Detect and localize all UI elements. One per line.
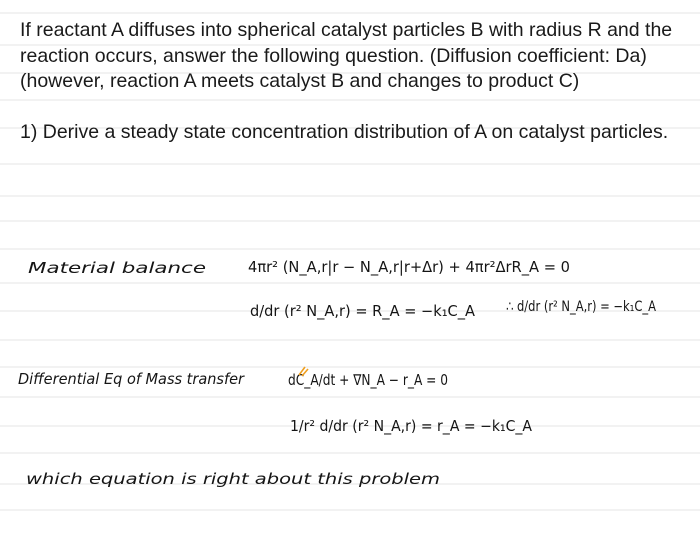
balance-equation: 4πr² (N_A,r|r − N_A,r|r+Δr) + 4πr²ΔrR_A = 0 xyxy=(248,258,578,276)
spherical-equation: 1/r² d/dr (r² N_A,r) = r_A = −k₁C_A xyxy=(290,417,549,435)
question-part-1: 1) Derive a steady state concentration distribution of A on catalyst particles. xyxy=(20,120,669,143)
mass-transfer-equation: dC_A/dt + ∇N_A − r_A = 0 xyxy=(288,371,486,389)
derivative-equation: d/dr (r² N_A,r) = R_A = −k₁C_A xyxy=(250,302,482,320)
therefore-equation: ∴ d/dr (r² N_A,r) = −k₁C_A xyxy=(506,299,657,315)
material-balance-label: Material balance xyxy=(28,259,206,277)
question-note: which equation is right about this problem xyxy=(26,470,440,488)
question-intro: If reactant A diffuses into spherical catalyst particles B with radius R and the reaction occurs, answer the following question. (Diffusion coefficient: Da) (however, reaction A meets catalyst B and changes to product C) xyxy=(20,19,673,92)
differential-eq-label: Differential Eq of Mass transfer xyxy=(18,370,245,388)
